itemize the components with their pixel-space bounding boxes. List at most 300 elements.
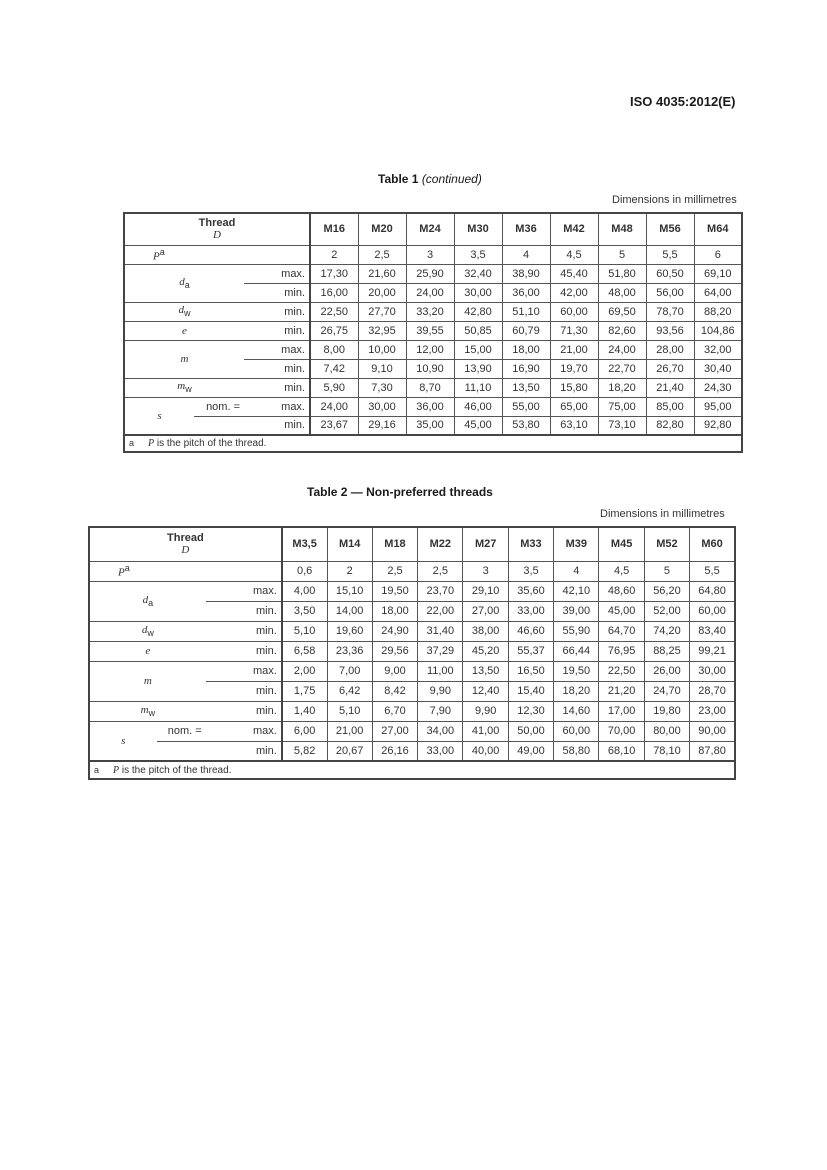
cell-dw-min: 83,40 (690, 621, 735, 641)
limit-min: min. (244, 283, 310, 302)
cell-da-max: 48,60 (599, 581, 644, 601)
limit-max: max. (206, 661, 282, 681)
cell-p: 2,5 (358, 245, 406, 264)
cell-da-max: 45,40 (550, 264, 598, 283)
cell-da-max: 21,60 (358, 264, 406, 283)
param-dw-sub: w (147, 628, 154, 639)
cell-p: 5 (644, 561, 689, 581)
table-row-s-min (124, 416, 742, 435)
table1 (123, 212, 743, 453)
cell-s-max: 55,00 (502, 397, 550, 416)
cell-s-min: 40,00 (463, 741, 508, 761)
table1-title-text: Table 1 (378, 172, 419, 186)
cell-mw-min: 17,00 (599, 701, 644, 721)
param-e: e (124, 321, 244, 340)
param-p (124, 245, 310, 264)
cell-da-min: 3,50 (282, 601, 327, 621)
cell-da-max: 4,00 (282, 581, 327, 601)
cell-mw-min: 12,30 (508, 701, 553, 721)
footnote-row (124, 435, 742, 452)
cell-dw-min: 46,60 (508, 621, 553, 641)
cell-dw-min: 31,40 (418, 621, 463, 641)
cell-da-max: 64,80 (690, 581, 735, 601)
cell-da-min: 24,00 (406, 283, 454, 302)
cell-p: 4 (554, 561, 599, 581)
cell-m-max: 15,00 (454, 340, 502, 359)
thread-label: Thread (198, 217, 236, 230)
cell-s-min: 49,00 (508, 741, 553, 761)
cell-da-min: 22,00 (418, 601, 463, 621)
column-header: M36 (502, 213, 550, 245)
table-row-da-max (124, 264, 742, 283)
table1-title (378, 172, 482, 186)
cell-da-min: 39,00 (554, 601, 599, 621)
limit-max: max. (244, 264, 310, 283)
table-row-mw-min (89, 701, 735, 721)
footnote-ref: a (159, 246, 165, 257)
cell-p: 5,5 (690, 561, 735, 581)
header-row (124, 213, 742, 245)
cell-da-max: 42,10 (554, 581, 599, 601)
cell-s-min: 68,10 (599, 741, 644, 761)
cell-e-min: 26,75 (310, 321, 358, 340)
cell-p: 0,6 (282, 561, 327, 581)
cell-e-min: 32,95 (358, 321, 406, 340)
cell-s-min: 45,00 (454, 416, 502, 435)
cell-s-max: 50,00 (508, 721, 553, 741)
cell-dw-min: 22,50 (310, 302, 358, 321)
cell-p: 4 (502, 245, 550, 264)
cell-s-min: 63,10 (550, 416, 598, 435)
param-s: s (124, 397, 194, 435)
cell-m-max: 11,00 (418, 661, 463, 681)
cell-dw-min: 55,90 (554, 621, 599, 641)
thread-header (124, 213, 310, 245)
cell-m-min: 24,70 (644, 681, 689, 701)
cell-e-min: 82,60 (598, 321, 646, 340)
column-header: M22 (418, 527, 463, 561)
cell-mw-min: 7,90 (418, 701, 463, 721)
cell-dw-min: 69,50 (598, 302, 646, 321)
table-row-da-max (89, 581, 735, 601)
table1-units: Dimensions in millimetres (612, 194, 737, 206)
cell-s-max: 36,00 (406, 397, 454, 416)
footnote-text: is the pitch of the thread. (154, 438, 267, 449)
cell-da-min: 42,00 (550, 283, 598, 302)
cell-da-min: 52,00 (644, 601, 689, 621)
cell-da-max: 15,10 (327, 581, 372, 601)
column-header: M60 (690, 527, 735, 561)
cell-dw-min: 64,70 (599, 621, 644, 641)
cell-m-min: 30,40 (694, 359, 742, 378)
footnote (124, 435, 742, 452)
column-header: M42 (550, 213, 598, 245)
cell-m-min: 21,20 (599, 681, 644, 701)
cell-da-min: 30,00 (454, 283, 502, 302)
column-header: M64 (694, 213, 742, 245)
cell-da-max: 60,50 (646, 264, 694, 283)
cell-e-min: 23,36 (327, 641, 372, 661)
cell-dw-min: 51,10 (502, 302, 550, 321)
limit-min: min. (244, 359, 310, 378)
cell-mw-min: 5,90 (310, 378, 358, 397)
cell-s-min: 82,80 (646, 416, 694, 435)
cell-e-min: 66,44 (554, 641, 599, 661)
cell-dw-min: 19,60 (327, 621, 372, 641)
cell-e-min: 45,20 (463, 641, 508, 661)
cell-m-max: 18,00 (502, 340, 550, 359)
cell-e-min: 39,55 (406, 321, 454, 340)
cell-dw-min: 38,00 (463, 621, 508, 641)
cell-m-max: 26,00 (644, 661, 689, 681)
cell-p: 2 (310, 245, 358, 264)
table2-units: Dimensions in millimetres (600, 508, 725, 520)
cell-p: 6 (694, 245, 742, 264)
cell-e-min: 71,30 (550, 321, 598, 340)
table-row-mw-min (124, 378, 742, 397)
column-header: M30 (454, 213, 502, 245)
cell-e-min: 55,37 (508, 641, 553, 661)
column-header: M3,5 (282, 527, 327, 561)
cell-m-max: 21,00 (550, 340, 598, 359)
cell-da-min: 16,00 (310, 283, 358, 302)
cell-m-min: 16,90 (502, 359, 550, 378)
limit-min: min. (244, 416, 310, 435)
param-da-sub: a (184, 280, 190, 291)
cell-da-min: 18,00 (372, 601, 417, 621)
cell-dw-min: 74,20 (644, 621, 689, 641)
cell-da-max: 69,10 (694, 264, 742, 283)
cell-dw-min: 5,10 (282, 621, 327, 641)
cell-m-max: 10,00 (358, 340, 406, 359)
cell-m-min: 26,70 (646, 359, 694, 378)
param-mw (124, 378, 244, 397)
cell-mw-min: 7,30 (358, 378, 406, 397)
param-mw (89, 701, 206, 721)
cell-e-min: 76,95 (599, 641, 644, 661)
table-row-e-min (124, 321, 742, 340)
cell-m-min: 18,20 (554, 681, 599, 701)
limit-min: min. (206, 701, 282, 721)
thread-header (89, 527, 282, 561)
cell-s-min: 20,67 (327, 741, 372, 761)
cell-dw-min: 33,20 (406, 302, 454, 321)
cell-da-min: 14,00 (327, 601, 372, 621)
column-header: M33 (508, 527, 553, 561)
cell-m-max: 12,00 (406, 340, 454, 359)
cell-s-max: 95,00 (694, 397, 742, 416)
footnote-ref: a (124, 563, 130, 574)
cell-dw-min: 88,20 (694, 302, 742, 321)
cell-m-min: 8,42 (372, 681, 417, 701)
cell-mw-min: 15,80 (550, 378, 598, 397)
cell-mw-min: 23,00 (690, 701, 735, 721)
cell-m-min: 9,90 (418, 681, 463, 701)
cell-da-min: 48,00 (598, 283, 646, 302)
cell-m-max: 30,00 (690, 661, 735, 681)
table-row-dw-min (124, 302, 742, 321)
table-row-p (124, 245, 742, 264)
limit-max: max. (206, 581, 282, 601)
table-row-e-min (89, 641, 735, 661)
cell-p: 3 (406, 245, 454, 264)
cell-m-min: 9,10 (358, 359, 406, 378)
cell-s-min: 58,80 (554, 741, 599, 761)
param-dw (89, 621, 206, 641)
cell-m-max: 8,00 (310, 340, 358, 359)
cell-da-min: 33,00 (508, 601, 553, 621)
cell-s-min: 23,67 (310, 416, 358, 435)
cell-s-max: 24,00 (310, 397, 358, 416)
cell-da-max: 56,20 (644, 581, 689, 601)
cell-da-min: 56,00 (646, 283, 694, 302)
cell-m-min: 7,42 (310, 359, 358, 378)
table-row-dw-min (89, 621, 735, 641)
cell-p: 3,5 (454, 245, 502, 264)
cell-s-max: 30,00 (358, 397, 406, 416)
cell-s-max: 60,00 (554, 721, 599, 741)
cell-m-max: 28,00 (646, 340, 694, 359)
cell-m-min: 22,70 (598, 359, 646, 378)
footnote-symbol: P (148, 438, 155, 449)
column-header: M39 (554, 527, 599, 561)
cell-dw-min: 60,00 (550, 302, 598, 321)
cell-mw-min: 24,30 (694, 378, 742, 397)
cell-mw-min: 1,40 (282, 701, 327, 721)
limit-max: max. (206, 721, 282, 741)
footnote-text: is the pitch of the thread. (119, 764, 232, 776)
cell-p: 4,5 (550, 245, 598, 264)
param-dw (124, 302, 244, 321)
cell-m-min: 6,42 (327, 681, 372, 701)
cell-e-min: 50,85 (454, 321, 502, 340)
cell-s-max: 80,00 (644, 721, 689, 741)
nominal-label: nom. = (157, 721, 206, 741)
cell-da-max: 29,10 (463, 581, 508, 601)
cell-m-min: 12,40 (463, 681, 508, 701)
limit-max: max. (244, 397, 310, 416)
param-da (124, 264, 244, 302)
cell-e-min: 29,56 (372, 641, 417, 661)
cell-s-min: 92,80 (694, 416, 742, 435)
footnote-row (89, 761, 735, 779)
cell-e-min: 37,29 (418, 641, 463, 661)
cell-mw-min: 11,10 (454, 378, 502, 397)
column-header: M52 (644, 527, 689, 561)
cell-e-min: 104,86 (694, 321, 742, 340)
cell-m-max: 16,50 (508, 661, 553, 681)
cell-da-min: 45,00 (599, 601, 644, 621)
param-dw-sub: w (184, 308, 191, 319)
cell-da-min: 64,00 (694, 283, 742, 302)
param-dw-symbol: d (178, 304, 184, 317)
cell-s-max: 85,00 (646, 397, 694, 416)
param-mw-symbol: m (140, 703, 149, 716)
column-header: M45 (599, 527, 644, 561)
cell-da-min: 27,00 (463, 601, 508, 621)
cell-p: 2,5 (372, 561, 417, 581)
header-row (89, 527, 735, 561)
cell-mw-min: 18,20 (598, 378, 646, 397)
cell-mw-min: 5,10 (327, 701, 372, 721)
cell-m-min: 28,70 (690, 681, 735, 701)
param-m: m (124, 340, 244, 378)
thread-symbol: D (181, 544, 190, 557)
cell-da-max: 25,90 (406, 264, 454, 283)
cell-s-max: 75,00 (598, 397, 646, 416)
limit-min: min. (244, 321, 310, 340)
cell-da-max: 38,90 (502, 264, 550, 283)
cell-da-max: 32,40 (454, 264, 502, 283)
table-row-s-max (124, 397, 742, 416)
cell-mw-min: 14,60 (554, 701, 599, 721)
nominal-label: nom. = (194, 397, 244, 416)
table-row-s-min (89, 741, 735, 761)
cell-dw-min: 78,70 (646, 302, 694, 321)
table2 (88, 526, 736, 780)
cell-e-min: 93,56 (646, 321, 694, 340)
limit-min: min. (244, 302, 310, 321)
cell-mw-min: 19,80 (644, 701, 689, 721)
cell-p: 5 (598, 245, 646, 264)
cell-s-min: 33,00 (418, 741, 463, 761)
cell-e-min: 6,58 (282, 641, 327, 661)
cell-m-max: 9,00 (372, 661, 417, 681)
cell-da-max: 23,70 (418, 581, 463, 601)
cell-mw-min: 13,50 (502, 378, 550, 397)
cell-da-max: 51,80 (598, 264, 646, 283)
cell-s-min: 87,80 (690, 741, 735, 761)
footnote-symbol: P (113, 764, 120, 776)
cell-m-min: 15,40 (508, 681, 553, 701)
cell-m-min: 10,90 (406, 359, 454, 378)
cell-da-min: 60,00 (690, 601, 735, 621)
param-da-symbol: d (142, 593, 149, 606)
document-id: ISO 4035:2012(E) (630, 94, 736, 109)
param-p-symbol: P (118, 566, 125, 579)
column-header: M56 (646, 213, 694, 245)
thread-label: Thread (167, 532, 204, 545)
cell-m-max: 7,00 (327, 661, 372, 681)
cell-s-max: 70,00 (599, 721, 644, 741)
table2-title: Table 2 — Non-preferred threads (307, 485, 493, 499)
cell-dw-min: 42,80 (454, 302, 502, 321)
cell-mw-min: 8,70 (406, 378, 454, 397)
cell-s-min: 29,16 (358, 416, 406, 435)
cell-m-min: 19,70 (550, 359, 598, 378)
param-p-symbol: P (153, 250, 160, 263)
cell-da-min: 20,00 (358, 283, 406, 302)
cell-m-max: 32,00 (694, 340, 742, 359)
footnote (89, 761, 735, 779)
cell-mw-min: 6,70 (372, 701, 417, 721)
cell-s-max: 90,00 (690, 721, 735, 741)
cell-e-min: 99,21 (690, 641, 735, 661)
cell-s-max: 21,00 (327, 721, 372, 741)
param-mw-sub: w (185, 384, 192, 395)
limit-min: min. (206, 681, 282, 701)
table-row-m-max (124, 340, 742, 359)
column-header: M48 (598, 213, 646, 245)
cell-s-min: 5,82 (282, 741, 327, 761)
cell-p: 4,5 (599, 561, 644, 581)
cell-da-max: 35,60 (508, 581, 553, 601)
cell-e-min: 88,25 (644, 641, 689, 661)
cell-s-max: 34,00 (418, 721, 463, 741)
limit-min: min. (244, 378, 310, 397)
cell-p: 2,5 (418, 561, 463, 581)
cell-m-max: 22,50 (599, 661, 644, 681)
table-row-m-max (89, 661, 735, 681)
cell-da-min: 36,00 (502, 283, 550, 302)
param-da (89, 581, 206, 621)
column-header: M20 (358, 213, 406, 245)
limit-min: min. (206, 621, 282, 641)
cell-dw-min: 24,90 (372, 621, 417, 641)
cell-s-min: 73,10 (598, 416, 646, 435)
table-row-p (89, 561, 735, 581)
column-header: M24 (406, 213, 454, 245)
column-header: M27 (463, 527, 508, 561)
table1-title-suffix: (continued) (421, 172, 482, 186)
cell-m-max: 24,00 (598, 340, 646, 359)
limit-max: max. (244, 340, 310, 359)
cell-dw-min: 27,70 (358, 302, 406, 321)
cell-s-max: 65,00 (550, 397, 598, 416)
footnote-marker: a (94, 764, 100, 775)
cell-s-max: 46,00 (454, 397, 502, 416)
cell-s-max: 27,00 (372, 721, 417, 741)
param-da-symbol: d (179, 275, 185, 288)
cell-p: 2 (327, 561, 372, 581)
cell-p: 5,5 (646, 245, 694, 264)
cell-m-min: 13,90 (454, 359, 502, 378)
cell-m-max: 2,00 (282, 661, 327, 681)
cell-da-max: 17,30 (310, 264, 358, 283)
cell-s-min: 26,16 (372, 741, 417, 761)
param-mw-symbol: m (177, 380, 186, 393)
cell-s-max: 41,00 (463, 721, 508, 741)
param-m: m (89, 661, 206, 701)
cell-m-max: 13,50 (463, 661, 508, 681)
column-header: M16 (310, 213, 358, 245)
cell-p: 3,5 (508, 561, 553, 581)
thread-symbol: D (213, 229, 221, 242)
param-da-sub: a (148, 598, 154, 609)
cell-m-max: 19,50 (554, 661, 599, 681)
cell-s-min: 35,00 (406, 416, 454, 435)
cell-p: 3 (463, 561, 508, 581)
param-p (89, 561, 282, 581)
cell-m-min: 1,75 (282, 681, 327, 701)
limit-min: min. (206, 641, 282, 661)
footnote-marker: a (129, 438, 135, 448)
param-mw-sub: w (148, 708, 156, 719)
limit-min: min. (206, 741, 282, 761)
cell-e-min: 60,79 (502, 321, 550, 340)
column-header: M18 (372, 527, 417, 561)
column-header: M14 (327, 527, 372, 561)
cell-mw-min: 21,40 (646, 378, 694, 397)
cell-s-min: 53,80 (502, 416, 550, 435)
cell-da-max: 19,50 (372, 581, 417, 601)
cell-s-max: 6,00 (282, 721, 327, 741)
cell-mw-min: 9,90 (463, 701, 508, 721)
param-e: e (89, 641, 206, 661)
param-s: s (89, 721, 157, 761)
param-dw-symbol: d (141, 623, 148, 636)
cell-s-min: 78,10 (644, 741, 689, 761)
